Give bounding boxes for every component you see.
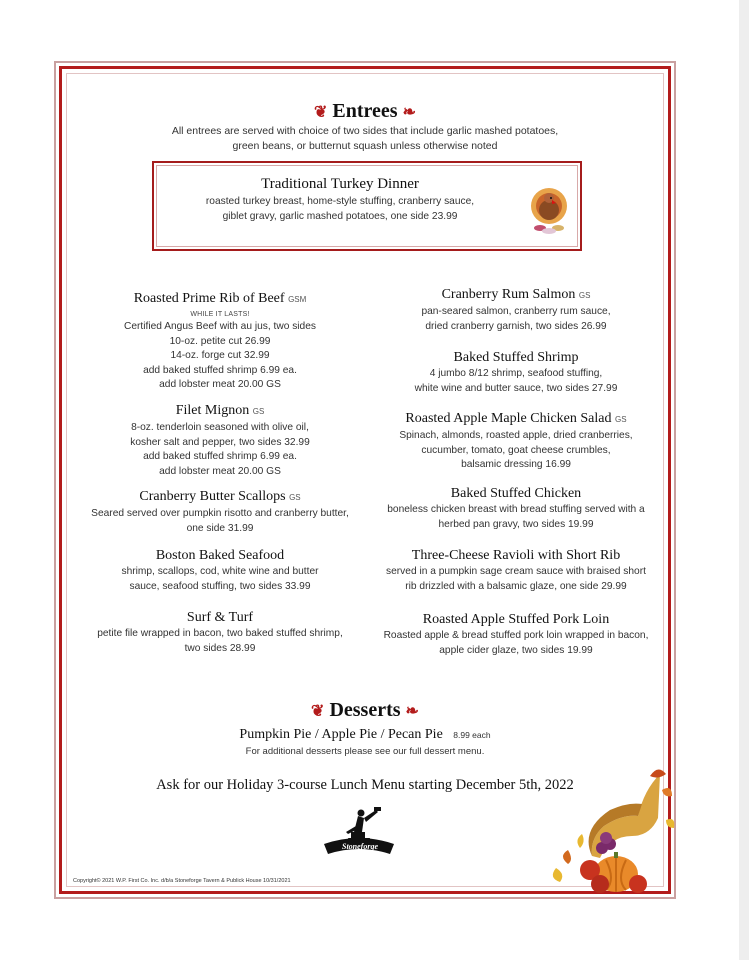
menu-item-scallops bbox=[70, 488, 370, 536]
item-desc-line: Roasted apple & bread stuffed pork loin wrapped in bacon, bbox=[383, 630, 649, 641]
item-name bbox=[70, 290, 370, 309]
featured-item bbox=[160, 174, 520, 224]
paper-edge bbox=[739, 0, 749, 960]
featured-desc bbox=[160, 194, 520, 224]
turkey-icon bbox=[526, 180, 572, 238]
item-title: Roasted Prime Rib of Beef bbox=[133, 291, 285, 306]
item-tag: GS bbox=[289, 493, 301, 502]
lunch-note: Ask for our Holiday 3-course Lunch Menu starting December 5th, 2022 bbox=[156, 777, 574, 793]
item-desc-line: cucumber, tomato, goat cheese crumbles, bbox=[421, 444, 611, 456]
desserts-price: 8.99 each bbox=[453, 730, 491, 740]
item-sub: WHILE IT LASTS! bbox=[190, 311, 250, 318]
item-title: Baked Stuffed Chicken bbox=[450, 486, 582, 501]
item-desc-line: white wine and butter sauce, two sides 27.99 bbox=[414, 382, 618, 394]
menu-item-stuffed-chicken bbox=[370, 485, 662, 532]
item-desc-line: apple cider glaze, two sides 19.99 bbox=[439, 644, 593, 656]
item-tag: GSM bbox=[288, 295, 307, 304]
item-desc bbox=[370, 429, 662, 473]
item-title: Boston Baked Seafood bbox=[155, 548, 285, 563]
featured-desc-line: roasted turkey breast, home-style stuffing, cranberry sauce, bbox=[205, 196, 475, 207]
menu-item-chicken-salad bbox=[370, 410, 662, 473]
logo-text: Stoneforge bbox=[342, 842, 378, 851]
menu-item-prime-rib bbox=[70, 290, 370, 393]
item-desc-line: dried cranberry garnish, two sides 26.99 bbox=[425, 320, 607, 332]
item-desc bbox=[370, 367, 662, 396]
menu-item-filet-mignon bbox=[70, 402, 370, 479]
item-title: Roasted Apple Stuffed Pork Loin bbox=[422, 612, 610, 627]
menu-item-stuffed-shrimp bbox=[370, 349, 662, 396]
item-desc bbox=[70, 421, 370, 479]
item-name bbox=[70, 547, 370, 565]
item-desc-line: petite file wrapped in bacon, two baked stuffed shrimp, bbox=[97, 628, 343, 639]
item-name bbox=[370, 547, 662, 565]
item-title: Cranberry Butter Scallops bbox=[139, 489, 286, 504]
item-tag: GS bbox=[615, 415, 627, 424]
item-desc-line: sauce, seafood stuffing, two sides 33.99 bbox=[129, 580, 311, 592]
item-desc-line: kosher salt and pepper, two sides 32.99 bbox=[130, 436, 310, 448]
item-desc-line: Seared served over pumpkin risotto and cranberry butter, bbox=[91, 508, 349, 519]
item-desc bbox=[370, 629, 662, 658]
item-tag: GS bbox=[578, 291, 591, 300]
entrees-title: Entrees bbox=[332, 100, 398, 122]
item-desc-line: 14-oz. forge cut 32.99 bbox=[170, 350, 270, 361]
item-name bbox=[370, 485, 662, 503]
item-title: Filet Mignon bbox=[175, 403, 250, 418]
item-desc-line: shrimp, scallops, cod, white wine and butter bbox=[121, 566, 319, 577]
item-desc-line: 4 jumbo 8/12 shrimp, seafood stuffing, bbox=[429, 368, 603, 379]
item-title: Baked Stuffed Shrimp bbox=[453, 350, 579, 365]
item-desc-line: balsamic dressing 16.99 bbox=[461, 459, 571, 470]
item-name bbox=[70, 402, 370, 421]
menu-item-salmon bbox=[370, 286, 662, 334]
item-desc-line: Certified Angus Beef with au jus, two sides bbox=[124, 321, 316, 332]
item-name bbox=[370, 286, 662, 305]
item-desc-line: add lobster meat 20.00 GS bbox=[159, 465, 281, 477]
item-desc-line: 10-oz. petite cut 26.99 bbox=[169, 335, 271, 347]
item-desc-line: one side 31.99 bbox=[186, 522, 254, 534]
desserts-title: Desserts bbox=[329, 699, 401, 721]
item-tag: GS bbox=[252, 407, 265, 416]
menu-item-surf-turf bbox=[70, 609, 370, 656]
item-desc-line: boneless chicken breast with bread stuffing served with a bbox=[387, 504, 645, 515]
item-desc bbox=[370, 565, 662, 594]
item-desc-line: served in a pumpkin sage cream sauce with braised short bbox=[386, 566, 646, 577]
entrees-note-line: All entrees are served with choice of two sides that include garlic mashed potatoes, bbox=[171, 125, 559, 137]
entrees-note bbox=[66, 124, 664, 154]
item-title: Cranberry Rum Salmon bbox=[441, 287, 576, 302]
cornucopia-icon bbox=[540, 760, 680, 900]
entrees-note-line: green beans, or butternut squash unless otherwise noted bbox=[232, 140, 498, 152]
item-desc bbox=[70, 507, 370, 536]
item-desc bbox=[370, 503, 662, 532]
item-desc-line: herbed pan gravy, two sides 19.99 bbox=[438, 518, 594, 530]
featured-desc-line: giblet gravy, garlic mashed potatoes, one side 23.99 bbox=[222, 211, 458, 222]
menu-item-boston-seafood bbox=[70, 547, 370, 594]
item-desc bbox=[70, 627, 370, 656]
item-desc-line: add baked stuffed shrimp 6.99 ea. bbox=[143, 451, 297, 462]
item-title: Three-Cheese Ravioli with Short Rib bbox=[411, 548, 621, 563]
item-desc-line: add baked stuffed shrimp 6.99 ea. bbox=[143, 364, 297, 376]
item-desc-line: add lobster meat 20.00 GS bbox=[159, 379, 281, 390]
item-name bbox=[370, 349, 662, 367]
entrees-heading bbox=[66, 100, 664, 123]
item-desc-line: rib drizzled with a balsamic glaze, one side 29.99 bbox=[405, 580, 627, 592]
stoneforge-logo bbox=[318, 806, 400, 862]
ornament-right-icon: ❧ bbox=[402, 104, 416, 121]
ornament-right-icon: ❧ bbox=[405, 703, 419, 720]
item-title: Roasted Apple Maple Chicken Salad bbox=[405, 411, 612, 426]
item-desc bbox=[70, 320, 370, 393]
desserts-list: Pumpkin Pie / Apple Pie / Pecan Pie bbox=[239, 727, 443, 742]
ornament-left-icon: ❦ bbox=[314, 104, 328, 121]
item-title: Surf & Turf bbox=[186, 610, 254, 625]
item-desc-line: 8-oz. tenderloin seasoned with olive oil, bbox=[131, 422, 309, 433]
blacksmith-icon bbox=[318, 806, 400, 862]
item-desc-line: two sides 28.99 bbox=[184, 642, 256, 654]
item-name bbox=[70, 609, 370, 627]
desserts-heading bbox=[66, 699, 664, 722]
ornament-left-icon: ❦ bbox=[311, 703, 325, 720]
menu-item-ravioli bbox=[370, 547, 662, 594]
item-name bbox=[370, 611, 662, 629]
item-desc-line: Spinach, almonds, roasted apple, dried cranberries, bbox=[399, 430, 633, 441]
item-desc bbox=[70, 565, 370, 594]
featured-name: Traditional Turkey Dinner bbox=[261, 176, 419, 192]
item-desc bbox=[370, 305, 662, 334]
copyright: Copyright© 2021 W.P. First Co. Inc. d/b/a Stoneforge Tavern & Publick House 10/31/2021 bbox=[73, 878, 291, 884]
item-desc-line: pan-seared salmon, cranberry rum sauce, bbox=[421, 306, 611, 317]
desserts-items bbox=[66, 725, 664, 743]
desserts-note: For additional desserts please see our full dessert menu. bbox=[245, 746, 485, 757]
menu-item-pork-loin bbox=[370, 611, 662, 658]
item-name bbox=[70, 488, 370, 507]
item-name bbox=[370, 410, 662, 429]
